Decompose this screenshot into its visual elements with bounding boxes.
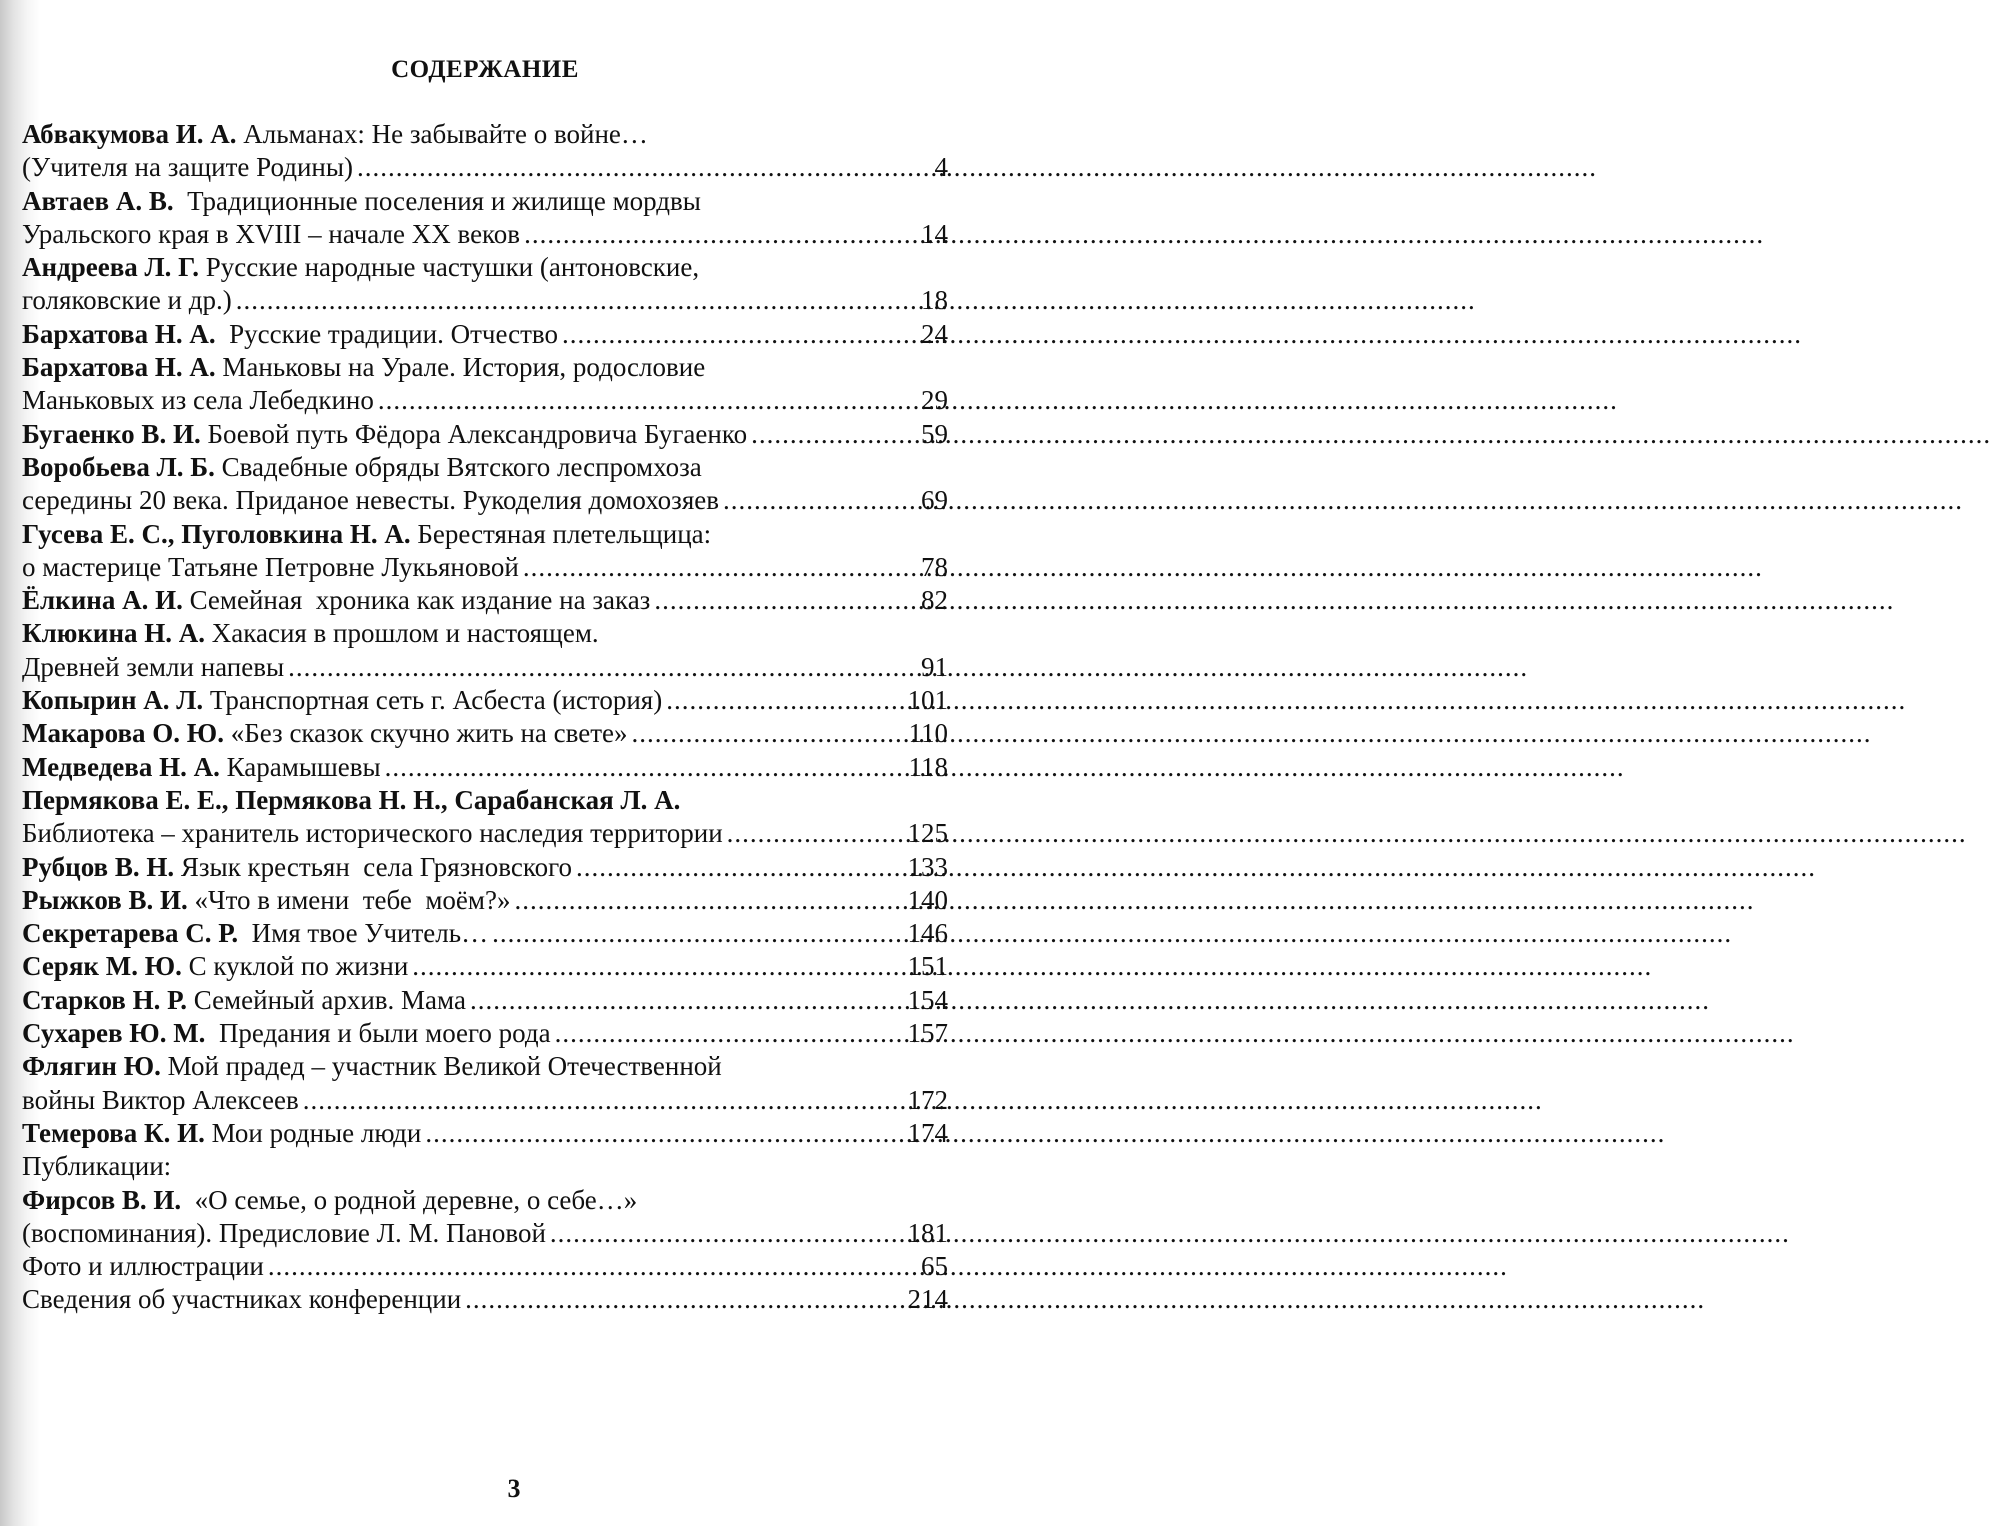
toc-line [22, 884, 948, 917]
toc-author: Бархатова Н. А. [22, 352, 216, 383]
toc-entry-text [22, 351, 705, 384]
toc-title: Предания и были моего рода [205, 1018, 551, 1049]
toc-title: Традиционные поселения и жилище мордвы [173, 185, 701, 216]
toc-title: Сведения об участниках конференции [22, 1284, 462, 1315]
toc-page-number: 69 [921, 485, 948, 516]
toc-line [22, 551, 948, 584]
leader-dots [555, 1017, 904, 1050]
toc-title: Язык крестьян села Грязновского [174, 851, 572, 882]
toc-title: Транспортная сеть г. Асбеста (история) [203, 685, 663, 716]
toc-title: Русские народные частушки (антоновские, [199, 252, 700, 283]
toc-entry-text [22, 784, 680, 817]
toc-line [22, 984, 948, 1017]
toc-line [22, 1117, 948, 1150]
toc-page-number: 65 [921, 1251, 948, 1282]
toc-line [22, 1184, 948, 1217]
leader-dots [523, 551, 917, 584]
leader-dots [465, 1283, 903, 1316]
toc-entry-text [22, 1283, 461, 1316]
toc-title: голяковские и др.) [22, 285, 232, 316]
toc-title: С куклой по жизни [181, 951, 409, 982]
toc-page-number: 174 [907, 1117, 948, 1148]
toc-author: Клюкина Н. А. [22, 618, 206, 649]
toc-line [22, 118, 948, 151]
toc-page-number: 214 [907, 1284, 948, 1315]
toc-entry-text [22, 1050, 722, 1083]
toc-page-number: 172 [907, 1084, 948, 1115]
table-of-contents [22, 118, 948, 1317]
toc-entry-text [22, 185, 701, 218]
toc-line [22, 950, 948, 983]
toc-title: Русские традиции. Отчество [215, 318, 558, 349]
toc-entry-text [22, 651, 284, 684]
toc-entry-text [22, 551, 519, 584]
toc-title: Семейный архив. Мама [186, 984, 466, 1015]
toc-entry-text [22, 617, 599, 650]
toc-title: «О семье, о родной деревне, о себе…» [181, 1184, 638, 1215]
toc-entry-text [22, 817, 723, 850]
leader-dots [470, 984, 904, 1017]
toc-author: Гусева Е. С., Пуголовкина Н. А. [22, 518, 411, 549]
page-number: 3 [507, 1474, 521, 1503]
toc-line [22, 617, 948, 650]
toc-line [22, 684, 948, 717]
toc-title: Фото и иллюстрации [22, 1251, 264, 1282]
toc-line [22, 751, 948, 784]
toc-title: Мой прадед – участник Великой Отечественной [160, 1051, 722, 1082]
toc-title: середины 20 века. Приданое невесты. Рукоделия домохозяев [22, 485, 719, 516]
toc-page-number: 151 [907, 951, 948, 982]
toc-entry-text [22, 984, 466, 1017]
leader-dots [632, 717, 905, 750]
toc-page-number: 18 [921, 285, 948, 316]
toc-author: Рыжков В. И. [22, 884, 188, 915]
toc-author: Абвакумова И. А. [22, 119, 237, 149]
toc-page-number: 29 [921, 385, 948, 416]
toc-entry-text [22, 118, 648, 151]
toc-title: «Что в имени тебе моём?» [187, 884, 511, 915]
contents-page [22, 48, 948, 1317]
toc-entry-text [22, 717, 628, 750]
toc-page-number: 78 [921, 551, 948, 582]
toc-title: Маньковы на Урале. История, родословие [215, 352, 706, 383]
toc-entry-text [22, 1184, 637, 1217]
toc-author: Рубцов В. Н. [22, 851, 175, 882]
toc-page-number: 181 [907, 1217, 948, 1248]
toc-title: Свадебные обряды Вятского леспромхоза [214, 451, 702, 482]
toc-title: (воспоминания). Предисловие Л. М. Пановой [22, 1217, 546, 1248]
toc-title: Уральского края в XVIII – начале XX веков [22, 218, 521, 249]
toc-page-number: 110 [908, 718, 948, 749]
toc-entry-text [22, 151, 353, 184]
toc-author: Бугаенко В. И. [22, 418, 201, 449]
toc-entry-text [22, 1217, 546, 1250]
toc-entry-text [22, 884, 510, 917]
toc-author: Бархатова Н. А. [22, 318, 216, 349]
leader-dots [412, 950, 903, 983]
toc-entry-text [22, 1117, 421, 1150]
toc-entry-text [22, 418, 747, 451]
toc-page-number: 140 [907, 884, 948, 915]
toc-line [22, 1283, 948, 1316]
leader-dots [550, 1217, 904, 1250]
leader-dots [236, 284, 917, 317]
toc-title: о мастерице Татьяне Петровне Лукьяновой [22, 551, 519, 582]
toc-author: Макарова О. Ю. [22, 718, 224, 749]
toc-line [22, 151, 948, 184]
toc-title: (Учителя на защите Родины) [22, 152, 354, 183]
page-title: СОДЕРЖАНИЕ [391, 56, 579, 83]
toc-author: Автаев А. В. [22, 185, 174, 216]
toc-title: «Без сказок скучно жить на свете» [223, 718, 628, 749]
toc-entry-text [22, 451, 702, 484]
toc-title: Берестяная плетельщица: [410, 518, 712, 549]
toc-page-number: 82 [921, 585, 948, 616]
leader-dots [751, 418, 917, 451]
toc-entry-text [22, 1084, 299, 1117]
toc-line [22, 484, 948, 517]
leader-dots [492, 917, 903, 950]
toc-entry-text [22, 584, 650, 617]
toc-author: Секретарева С. Р. [22, 918, 239, 949]
toc-author: Флягин Ю. [22, 1051, 161, 1082]
leader-dots [654, 584, 917, 617]
toc-line [22, 1017, 948, 1050]
toc-line [22, 185, 948, 218]
toc-entry-text [22, 218, 520, 251]
toc-author: Пермякова Е. Е., Пермякова Н. Н., Сарабанская Л. А. [22, 784, 681, 815]
toc-line [22, 418, 948, 451]
toc-title: Карамышевы [219, 751, 381, 782]
leader-dots [378, 384, 917, 417]
toc-author: Темерова К. И. [22, 1117, 205, 1148]
toc-line [22, 1050, 948, 1083]
toc-page-number: 91 [921, 651, 948, 682]
toc-title: Библиотека – хранитель исторического наследия территории [22, 818, 723, 849]
toc-entry-text [22, 1017, 551, 1050]
toc-author: Ёлкина А. И. [22, 585, 183, 616]
toc-author: Копырин А. Л. [22, 685, 204, 716]
toc-entry-text [22, 484, 719, 517]
toc-line [22, 851, 948, 884]
toc-line [22, 717, 948, 750]
toc-line [22, 251, 948, 284]
toc-line [22, 351, 948, 384]
toc-entry-text [22, 1150, 171, 1183]
toc-author: Медведева Н. А. [22, 751, 220, 782]
toc-author: Фирсов В. И. [22, 1184, 182, 1215]
toc-title: Альманах: Не забывайте о войне… [236, 119, 648, 149]
toc-entry-text [22, 851, 572, 884]
toc-entry-text [22, 251, 699, 284]
leader-dots [357, 151, 926, 184]
toc-line [22, 817, 948, 850]
toc-entry-text [22, 684, 662, 717]
toc-entry-text [22, 917, 488, 950]
leader-dots [385, 751, 905, 784]
toc-page-number: 14 [921, 218, 948, 249]
toc-title: Мои родные люди [204, 1117, 422, 1148]
toc-page-number: 101 [907, 685, 948, 716]
toc-author: Старков Н. Р. [22, 984, 187, 1015]
toc-line [22, 784, 948, 817]
toc-line [22, 1250, 948, 1283]
toc-line [22, 451, 948, 484]
leader-dots [303, 1084, 904, 1117]
toc-line [22, 917, 948, 950]
leader-dots [268, 1250, 917, 1283]
leader-dots [524, 218, 917, 251]
toc-page-number: 133 [907, 851, 948, 882]
toc-line [22, 318, 948, 351]
leader-dots [562, 318, 917, 351]
toc-title: Публикации: [22, 1151, 172, 1182]
toc-line [22, 518, 948, 551]
toc-page-number: 157 [907, 1018, 948, 1049]
toc-page-number: 154 [907, 984, 948, 1015]
leader-dots [666, 684, 903, 717]
toc-entry-text [22, 284, 232, 317]
toc-page-number: 24 [921, 318, 948, 349]
toc-title: войны Виктор Алексеев [22, 1084, 299, 1115]
toc-line [22, 1084, 948, 1117]
leader-dots [514, 884, 903, 917]
toc-title: Хакасия в прошлом и настоящем. [205, 618, 599, 649]
toc-line [22, 584, 948, 617]
toc-title: Древней земли напевы [22, 651, 285, 682]
leader-dots [576, 851, 904, 884]
toc-entry-text [22, 751, 381, 784]
leader-dots [723, 484, 917, 517]
toc-title: Боевой путь Фёдора Александровича Бугаенко [200, 418, 748, 449]
toc-page-number: 59 [921, 418, 948, 449]
toc-entry-text [22, 950, 408, 983]
toc-page-number: 4 [934, 152, 948, 183]
toc-title: Семейная хроника как издание на заказ [182, 585, 651, 616]
toc-author: Сухарев Ю. М. [22, 1018, 206, 1049]
toc-line [22, 218, 948, 251]
toc-title: Маньковых из села Лебедкино [22, 385, 374, 416]
toc-entry-text [22, 384, 374, 417]
toc-author: Андреева Л. Г. [22, 252, 200, 283]
toc-entry-text [22, 518, 711, 551]
leader-dots [425, 1117, 903, 1150]
toc-author: Серяк М. Ю. [22, 951, 182, 982]
toc-entry-text [22, 1250, 264, 1283]
toc-line [22, 384, 948, 417]
toc-line [22, 651, 948, 684]
toc-entry-text [22, 318, 558, 351]
toc-page-number: 118 [908, 751, 948, 782]
leader-dots [288, 651, 917, 684]
toc-line [22, 284, 948, 317]
toc-line [22, 1150, 948, 1183]
leader-dots [727, 817, 904, 850]
toc-title: Имя твое Учитель… [238, 918, 489, 949]
toc-author: Воробьева Л. Б. [22, 451, 215, 482]
toc-line [22, 1217, 948, 1250]
toc-page-number: 146 [907, 918, 948, 949]
toc-page-number: 125 [907, 818, 948, 849]
